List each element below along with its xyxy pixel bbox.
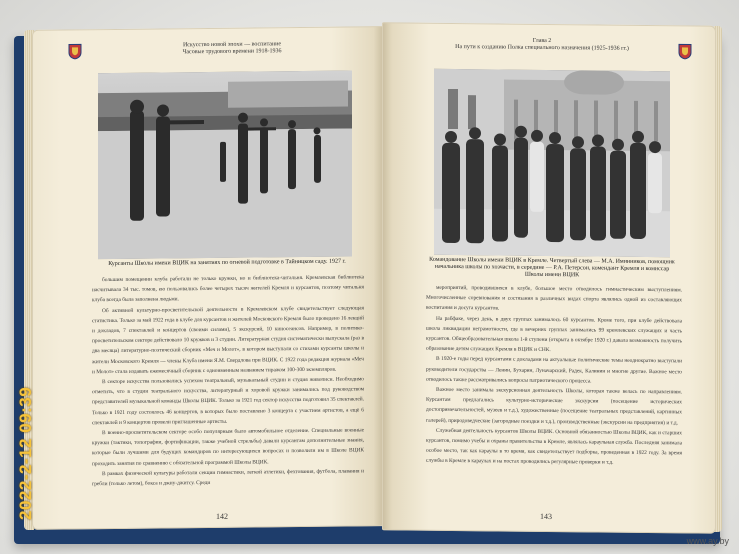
header-line-1: Глава 2: [532, 37, 552, 45]
running-header: [132, 41, 332, 57]
left-page: [32, 26, 384, 530]
paragraph: В рамках физической культуры работали секции гимнастики, легкой атлетики, фехтования, футбола, плавания и гребли (только летом), бокса и джиу-джитсу. Среди: [92, 468, 364, 488]
header-line-1: Искусство новой эпохи — воспитание: [182, 41, 282, 49]
paragraph: В 1920-е годы перед курсантами с докладами на актуальные политические темы неоднократно выступали руководители государства — Ленин, Бухарин, Луначарский, Радек, Калинин и многие другие. Важное место отводилось также рассматривались вопросы патриотического процесса.: [426, 356, 682, 385]
page-number: 142: [216, 511, 228, 521]
running-header: [432, 37, 652, 53]
body-text: [426, 283, 682, 512]
body-text: [92, 272, 364, 507]
paragraph: В военно-просветительском секторе особо популярным было автомобильное отделение. Специальные военные кружки (тактики, топографии, фортификации, также учебной стрельбы) давали курсантам дополнительные знания, которые были лучшими для будущих командиров по интересующихся вопросах и позволили им в Школе ВЦИК проходить занятия по сравнению с обязательной программой Школы ВЦИК.: [92, 427, 364, 467]
open-book: [10, 6, 722, 548]
photo-caption: Курсанты Школы имени ВЦИК на занятиях по огневой подготовке в Тайницком саду. 1927 г.: [108, 258, 346, 268]
paragraph: Служебная деятельность курсантов Школы ВЦИК. Основной обязанностью Школы ВЦИК, как и старших курсантов, помимо учебы и охраны правительства в Кремле, являлась караульная служба. Последняя занимала особое место, так как караулы в то время, как свидетельствует подборка, проведенная в 1922 году. За время службы в Кремле в караулах и на постах проводились регулярные проверки и т.д.: [426, 427, 682, 467]
photo-shooting-practice: [98, 70, 352, 259]
shield-emblem-icon: [68, 43, 82, 59]
page-number: 143: [540, 511, 552, 522]
photo-command-staff: [434, 69, 670, 257]
shield-emblem-icon: [678, 43, 692, 59]
header-line-2: На пути к созданию Полка специального назначения (1925-1936 гг.): [455, 44, 629, 52]
paragraph: В секторе искусства пользовались успехом театральный, музыкальный студии и студия живописи. Необходимо отметить, что в студии театрального искусства, литературный и хоровой кружки занимались под руководством представителей музыкальной команды Школы ВЦИК. Только за 1921 год сектор искусства подготовил 35 спектаклей. Только в 1921 году состоялось 46 концертов, в которых было поставлено 3 концерта с участием артистов, а ещё 6 спектаклей и 9 концертов провели приглашенные артисты.: [92, 376, 364, 427]
camera-timestamp: 2022-2-12 09:39: [16, 386, 35, 520]
paragraph: мероприятий, проводившихся в клубе, большое место отводилось гимнастическим выступлениям. Многочисленные соревнования и состязания в различных видах спорта являлись одной из составляющих воспитания и досуга курсантов.: [426, 284, 682, 312]
paragraph: Об активной культурно-просветительской деятельности в Кремлевском клубе свидетельствует следующая статистика. Только за май 1922 года в клубе для курсантов и жителей Московского Кремля было проведено 16 лекций и докладов, 7 спектаклей и концертов (своими силами), 5 экскурсий, 10 киносеансов. Например, в политико-просветительском секторе действовало 10 кружков и 3 студии. Литературная студия систематически выпускала (раз в два месяца) литературно-поэтический сборник «Меч и Молот», в котором выступали со стихами курсанты школы и жители Московского Кремля — члены Клуба имени Я.М. Свердлова при ВЦИК. С 1922 года редакция журнала «Меч и Молот» стала издавать ежемесячный сборник с одноименным названием тиражом 100-300 экземпляров.: [92, 304, 364, 376]
right-page: [382, 22, 716, 533]
paragraph: Важное место занимала экскурсионная деятельность Школы, которая также велась по направлениям. Курсантам предлагались культурно-исторические экскурсии (посещение исторических достопримечательностей, музеев и т.д.), художественные (посещение театральных представлений, картинных галерей), природоведческие (загородные поездки и т.д.), производственные (экскурсии на предприятия) и т.д.: [426, 386, 682, 426]
paragraph: На рабфаке, через день, в двух группах занималось 60 курсантов. Кроме того, при клубе действовала школа ликвидации неграмотности, где в вечерних группах занимались 99 кремлевских служащих и часть курсантов. Общеобразовательная школа 1-й ступени (открыта в октябре 1920 г.) давала возможность получить образование детям служащих Кремля в ВЦИК и СНК.: [426, 315, 682, 354]
watermark: www.ay.by: [686, 536, 729, 546]
photo-caption: Командование Школы имени ВЦИК в Кремле. Четвертый слева — М.А. Иминников, помощник начальника школы по хозчасти, в середине — P.A. Петерсон, комендант Кремля и комиссар Школы имени ВЦИК: [429, 256, 675, 279]
header-line-2: Часовые трудового времени 1918-1936: [182, 48, 282, 56]
paragraph: большим помещении клуба работали не только кружки, но и библиотека-читальня. Кремлевская библиотека насчитывала 34 тыс. томов, ею пользовались более четырех тысяч жителей Кремля и курсантов, поэтому читальня клуба всегда была заполнена людьми.: [92, 274, 364, 304]
photo-image: [98, 70, 352, 259]
photo-image: [434, 69, 670, 257]
